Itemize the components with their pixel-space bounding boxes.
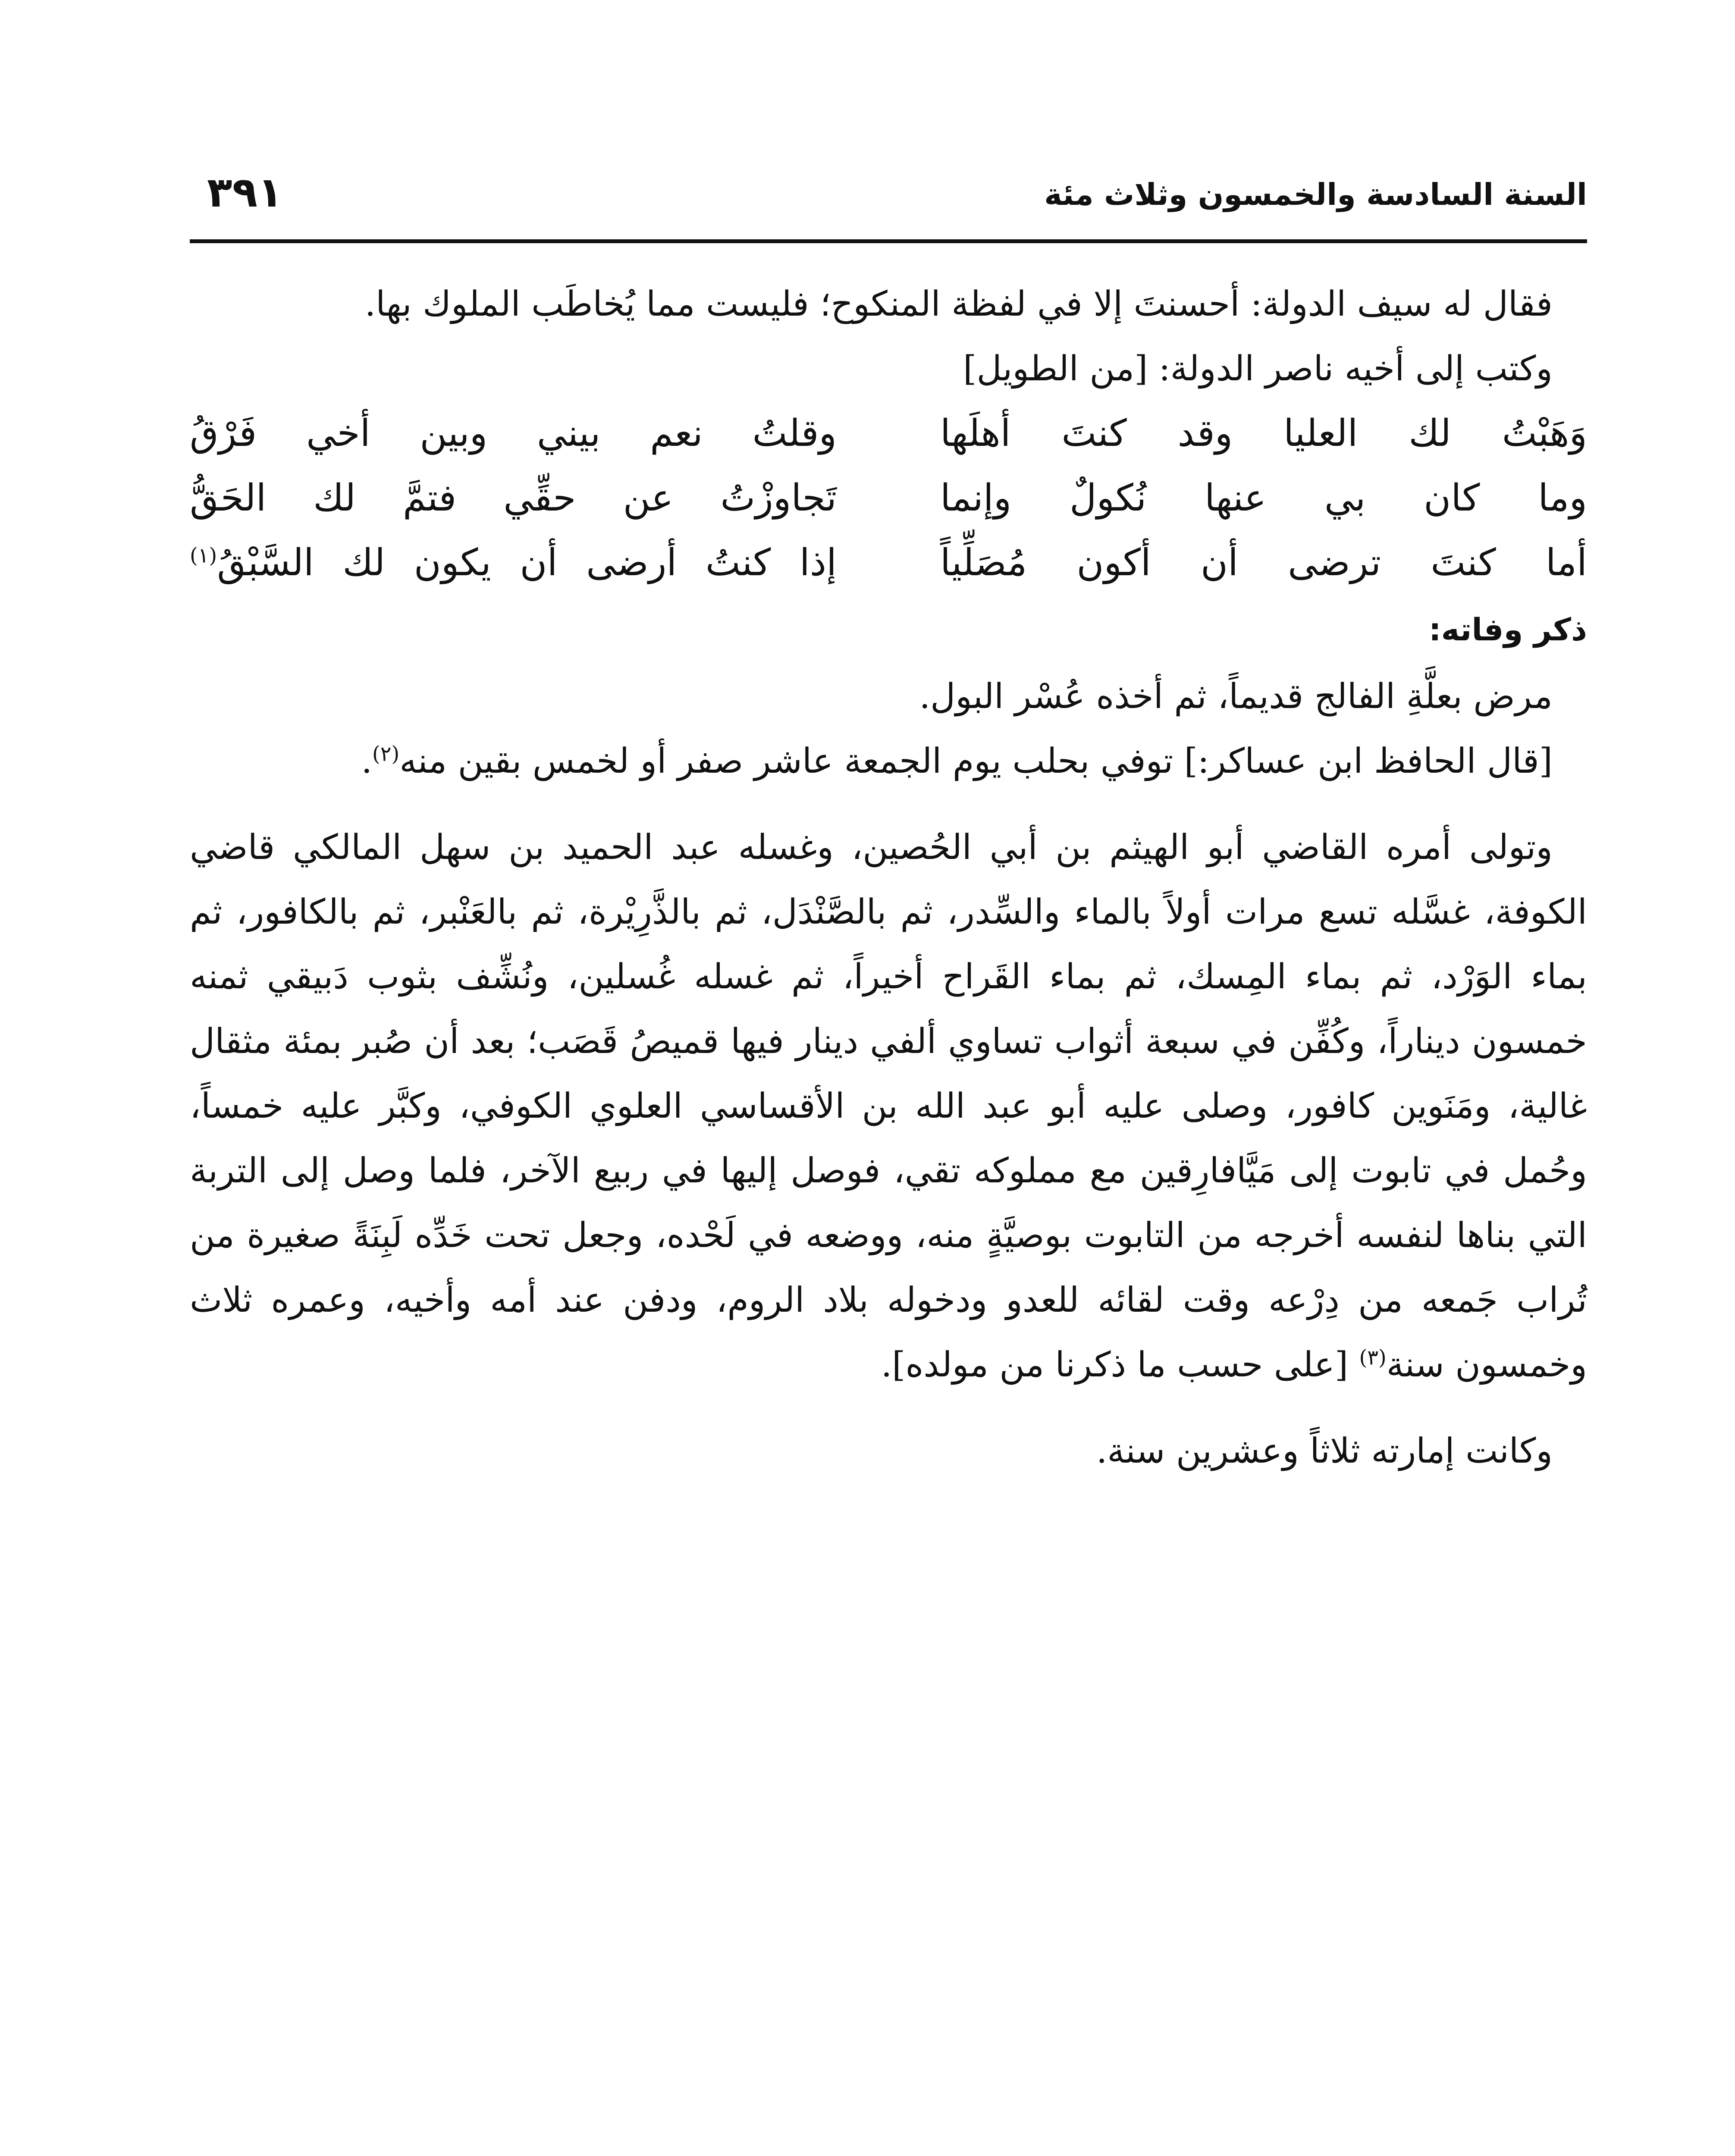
footnote-ref-1[interactable]: (١)	[190, 543, 217, 568]
book-page	[190, 142, 1587, 2156]
poem-verse	[190, 530, 1587, 595]
header-rule	[190, 239, 1587, 243]
verse-first-hemistich: وما كان بي عنها نُكولٌ وإنما	[940, 476, 1587, 520]
main-text	[190, 272, 1587, 1483]
running-title: السنة السادسة والخمسون وثلاث مئة	[1044, 177, 1587, 212]
verse-second-hemistich-with-note	[190, 530, 837, 595]
poem-verse	[190, 466, 1587, 530]
paragraph-2: وكتب إلى أخيه ناصر الدولة: [من الطويل]	[963, 348, 1553, 389]
page-number: ٣٩١	[207, 168, 283, 216]
paragraph-4	[190, 729, 1587, 793]
section-heading-death: ذكر وفاته:	[1428, 611, 1587, 648]
poem-verse	[190, 401, 1587, 466]
verse-first-hemistich: وَهَبْتُ لك العليا وقد كنتَ أهلَها	[940, 412, 1587, 455]
paragraph-1: فقال له سيف الدولة: أحسنتَ إلا في لفظة المنكوح؛ فليست مما يُخاطَب الملوك بها.	[364, 284, 1553, 324]
verse-second-hemistich: وقلتُ نعم بيني وبين أخي فَرْقُ	[190, 412, 837, 455]
verse-second-hemistich: إذا كنتُ أرضى أن يكون لك السَّبْقُ	[217, 541, 837, 584]
poem	[190, 401, 1587, 595]
paragraph-5-end: [على حسب ما ذكرنا من مولده].	[881, 1344, 1359, 1385]
paragraph-4-text: [قال الحافظ ابن عساكر:] توفي بحلب يوم الجمعة عاشر صفر أو لخمس بقين منه	[399, 741, 1553, 781]
paragraph-4-end: .	[361, 741, 372, 781]
paragraph-5	[190, 815, 1587, 1397]
paragraph-3: مرض بعلَّةِ الفالج قديماً، ثم أخذه عُسْر البول.	[919, 676, 1553, 716]
footnote-ref-2[interactable]: (٢)	[372, 742, 400, 766]
paragraph-5-text: وتولى أمره القاضي أبو الهيثم بن أبي الحُصين، وغسله عبد الحميد بن سهل المالكي قاضي الكوفة، غسَّله تسع مرات أولاً بالماء والسِّدر، ثم بالصَّنْدَل، ثم بالذَّرِيْرة، ثم بالعَنْبر، ثم بالكافور، ثم بماء الوَرْد، ثم بماء المِسك، ثم بماء القَراح أخيراً، ثم غسله غُسلين، ونُشِّف بثوب دَبيقي ثمنه خمسون ديناراً، وكُفِّن في سبعة أثواب تساوي ألفي دينار فيها قميصُ قَصَب؛ بعد أن صُبر بمئة مثقال غالية، ومَنَوين كافور، وصلى عليه أبو عبد الله بن الأقساسي العلوي الكوفي، وكبَّر عليه خمساً، وحُمل في تابوت إلى مَيَّافارِقين مع مملوكه تقي، فوصل إليها في ربيع الآخر، فلما وصل إلى التربة التي بناها لنفسه أخرجه من التابوت بوصيَّةٍ منه، ووضعه في لَحْده، وجعل تحت خَدِّه لَبِنَةً صغيرة من تُراب جَمعه من دِرْعه وقت لقائه للعدو ودخوله بلاد الروم، ودفن عند أمه وأخيه، وعمره ثلاث وخمسون سنة	[190, 827, 1587, 1385]
footnote-ref-3[interactable]: (٣)	[1359, 1345, 1387, 1370]
verse-first-hemistich: أما كنتَ ترضى أن أكون مُصَلِّياً	[940, 541, 1587, 584]
verse-second-hemistich: تَجاوزْتُ عن حقِّي فتمَّ لك الحَقُّ	[190, 476, 837, 520]
paragraph-6: وكانت إمارته ثلاثاً وعشرين سنة.	[1096, 1431, 1553, 1471]
